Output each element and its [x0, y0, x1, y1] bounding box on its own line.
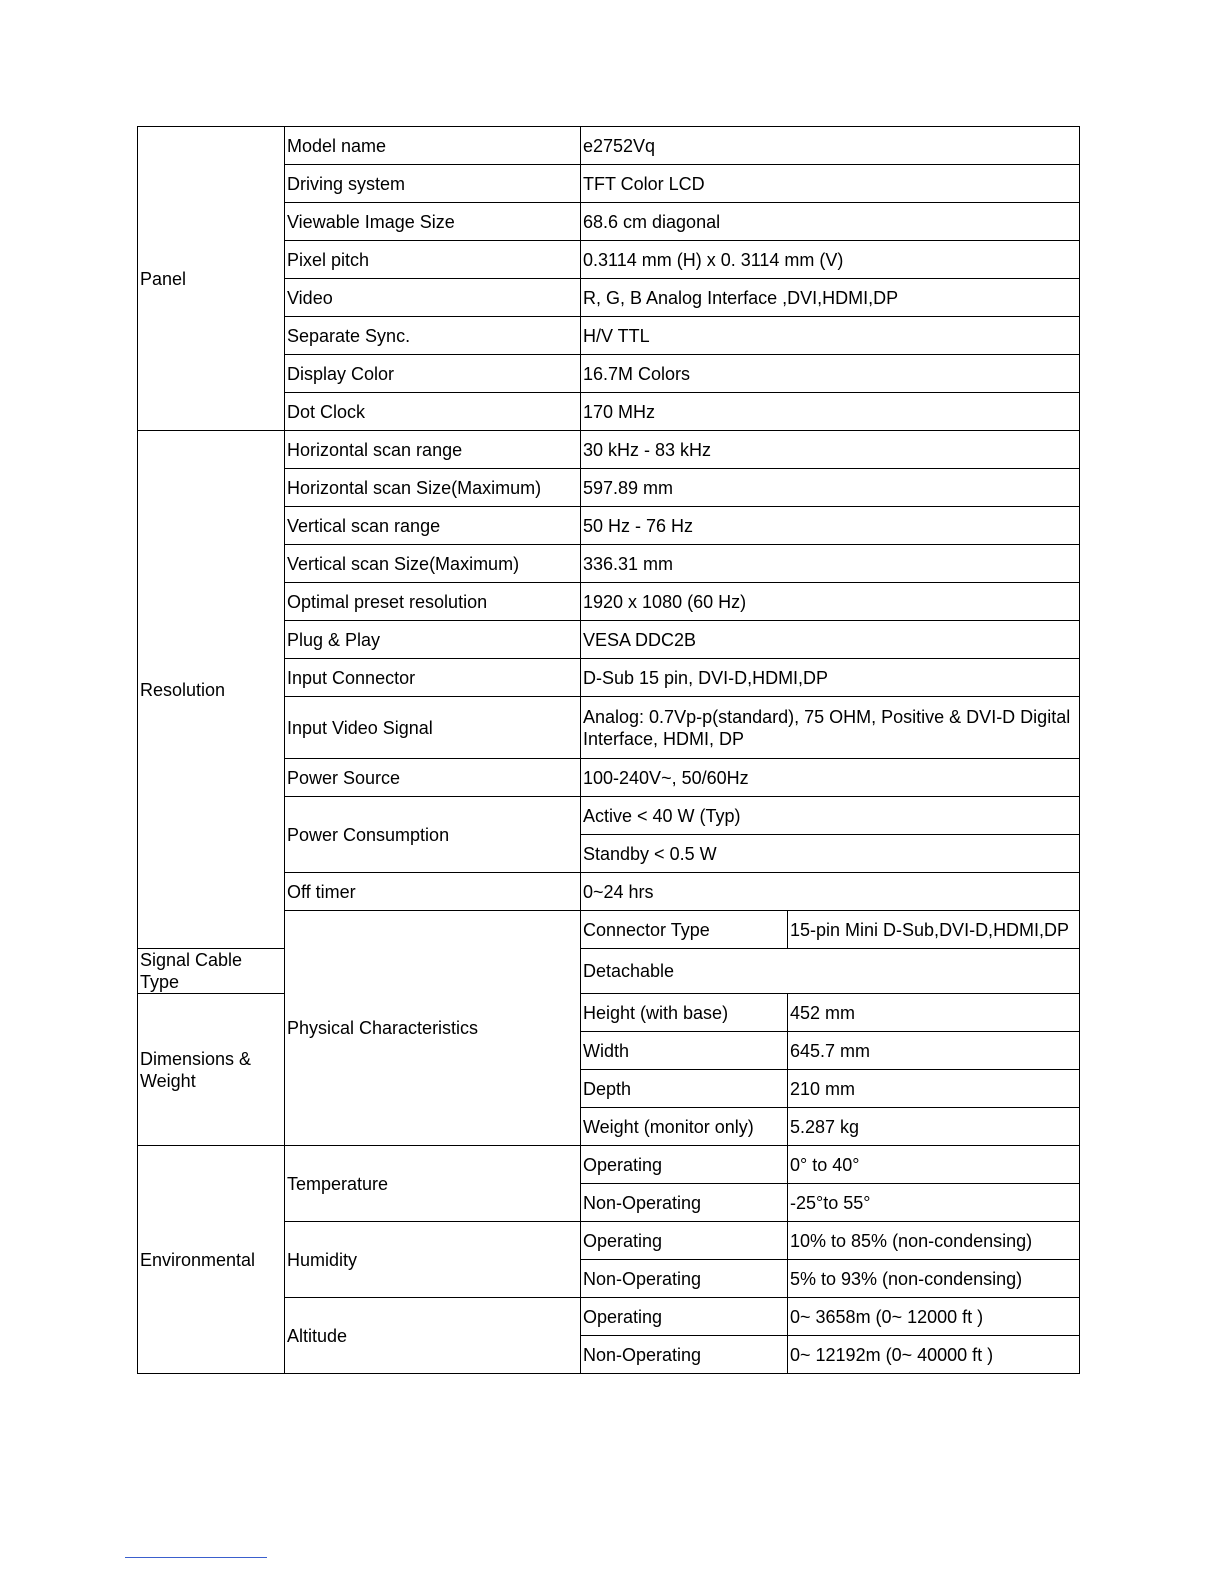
spec-value: 50 Hz - 76 Hz [581, 507, 1080, 545]
spec-value: TFT Color LCD [581, 165, 1080, 203]
spec-value: 100-240V~, 50/60Hz [581, 759, 1080, 797]
spec-value: 5% to 93% (non-condensing) [788, 1260, 1080, 1298]
spec-sublabel: Height (with base) [581, 994, 788, 1032]
spec-value: 336.31 mm [581, 545, 1080, 583]
spec-value: 645.7 mm [788, 1032, 1080, 1070]
spec-sublabel: Non-Operating [581, 1260, 788, 1298]
spec-label: Power Consumption [285, 797, 581, 873]
spec-label: Video [285, 279, 581, 317]
spec-value: 30 kHz - 83 kHz [581, 431, 1080, 469]
spec-sublabel: Depth [581, 1070, 788, 1108]
spec-label: Display Color [285, 355, 581, 393]
spec-label: Horizontal scan range [285, 431, 581, 469]
spec-value: 68.6 cm diagonal [581, 203, 1080, 241]
spec-value: e2752Vq [581, 127, 1080, 165]
spec-label: Altitude [285, 1298, 581, 1374]
spec-label: Pixel pitch [285, 241, 581, 279]
spec-value: -25°to 55° [788, 1184, 1080, 1222]
spec-label: Off timer [285, 873, 581, 911]
spec-label: Model name [285, 127, 581, 165]
spec-table [137, 126, 1080, 1374]
spec-label: Separate Sync. [285, 317, 581, 355]
spec-value: 0~ 3658m (0~ 12000 ft ) [788, 1298, 1080, 1336]
table-row [138, 994, 1080, 1032]
spec-label: Input Connector [285, 659, 581, 697]
spec-sublabel: Operating [581, 1146, 788, 1184]
spec-value: 0~24 hrs [581, 873, 1080, 911]
spec-label: Viewable Image Size [285, 203, 581, 241]
spec-label: Temperature [285, 1146, 581, 1222]
spec-value: Standby < 0.5 W [581, 835, 1080, 873]
section-label-resolution: Resolution [138, 431, 285, 949]
spec-value: 0~ 12192m (0~ 40000 ft ) [788, 1336, 1080, 1374]
spec-value: 0° to 40° [788, 1146, 1080, 1184]
spec-label: Driving system [285, 165, 581, 203]
spec-value: 170 MHz [581, 393, 1080, 431]
spec-value: 1920 x 1080 (60 Hz) [581, 583, 1080, 621]
section-label-environmental: Environmental [138, 1146, 285, 1374]
spec-value: 5.287 kg [788, 1108, 1080, 1146]
spec-sublabel: Operating [581, 1298, 788, 1336]
spec-label: Optimal preset resolution [285, 583, 581, 621]
spec-label: Input Video Signal [285, 697, 581, 759]
spec-label: Vertical scan range [285, 507, 581, 545]
spec-value: R, G, B Analog Interface ,DVI,HDMI,DP [581, 279, 1080, 317]
table-row [138, 431, 1080, 469]
spec-value: VESA DDC2B [581, 621, 1080, 659]
table-row [138, 1146, 1080, 1184]
spec-value: Detachable [581, 949, 1080, 994]
spec-value: 0.3114 mm (H) x 0. 3114 mm (V) [581, 241, 1080, 279]
spec-value: 15-pin Mini D-Sub,DVI-D,HDMI,DP [788, 911, 1080, 949]
spec-label: Dimensions & Weight [138, 994, 285, 1146]
spec-value: D-Sub 15 pin, DVI-D,HDMI,DP [581, 659, 1080, 697]
spec-value: 210 mm [788, 1070, 1080, 1108]
spec-label: Dot Clock [285, 393, 581, 431]
spec-value: 10% to 85% (non-condensing) [788, 1222, 1080, 1260]
spec-label: Horizontal scan Size(Maximum) [285, 469, 581, 507]
spec-value: 16.7M Colors [581, 355, 1080, 393]
spec-value: Analog: 0.7Vp-p(standard), 75 OHM, Positive & DVI-D Digital Interface, HDMI, DP [581, 697, 1080, 759]
section-label-physical: Physical Characteristics [285, 911, 581, 1146]
spec-sublabel: Weight (monitor only) [581, 1108, 788, 1146]
footnote-separator-line [125, 1557, 267, 1558]
spec-label: Vertical scan Size(Maximum) [285, 545, 581, 583]
spec-value: 597.89 mm [581, 469, 1080, 507]
spec-sublabel: Width [581, 1032, 788, 1070]
table-row [138, 949, 1080, 994]
spec-sublabel: Non-Operating [581, 1184, 788, 1222]
spec-value: 452 mm [788, 994, 1080, 1032]
spec-sublabel: Operating [581, 1222, 788, 1260]
spec-label: Humidity [285, 1222, 581, 1298]
spec-label: Plug & Play [285, 621, 581, 659]
spec-value: H/V TTL [581, 317, 1080, 355]
spec-label: Signal Cable Type [138, 949, 285, 994]
spec-label: Connector Type [581, 911, 788, 949]
section-label-panel: Panel [138, 127, 285, 431]
spec-sublabel: Non-Operating [581, 1336, 788, 1374]
table-row [138, 127, 1080, 165]
spec-value: Active < 40 W (Typ) [581, 797, 1080, 835]
spec-label: Power Source [285, 759, 581, 797]
